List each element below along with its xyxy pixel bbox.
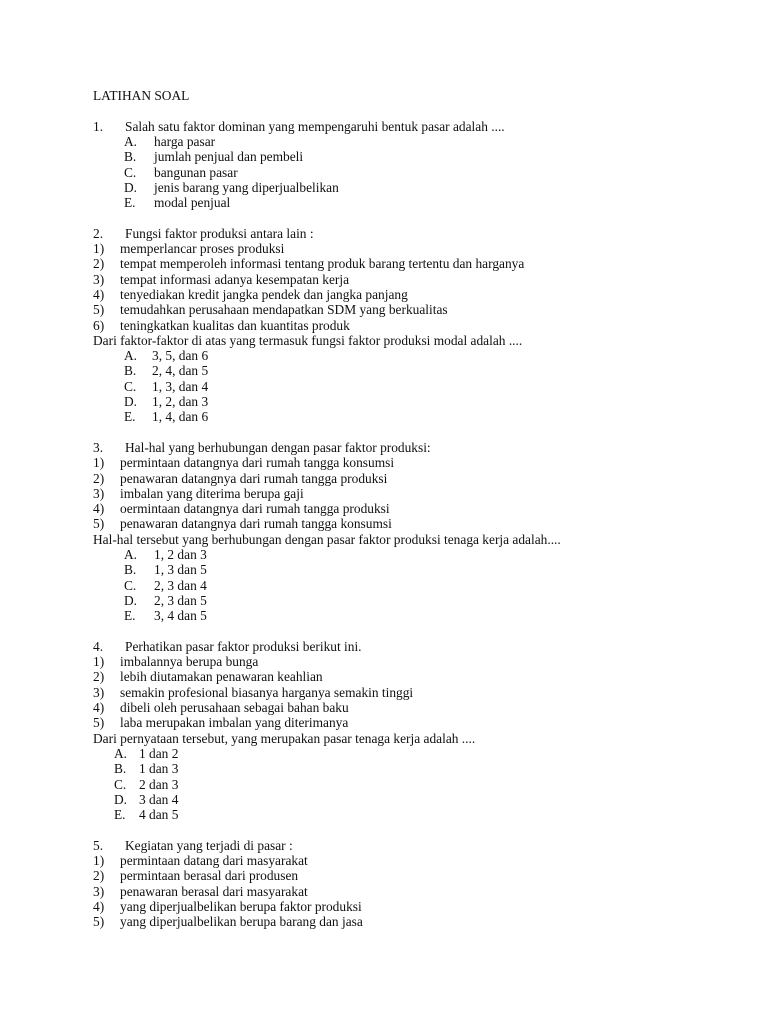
statement-number: 4) — [93, 898, 105, 914]
statement-number: 5) — [93, 914, 105, 930]
option-letter: B. — [114, 761, 127, 777]
option-letter: A. — [124, 348, 138, 364]
statement-number: 2) — [93, 669, 105, 685]
option-letter: D. — [114, 791, 128, 807]
statement-text: memperlancar proses produksi — [120, 241, 285, 256]
option-letter: E. — [124, 409, 136, 425]
question-number: 3. — [93, 439, 104, 455]
question-text: Hal-hal yang berhubungan dengan pasar faktor produksi: — [125, 439, 431, 455]
option-text: harga pasar — [154, 133, 216, 149]
option-letter: A. — [114, 745, 128, 761]
statement-text: penawaran datangnya dari rumah tangga produksi — [120, 470, 388, 486]
statement-text: oermintaan datangnya dari rumah tangga produksi — [120, 501, 390, 517]
statement-text: tenyediakan kredit jangka pendek dan jangka panjang — [120, 286, 408, 302]
option-text: 3 dan 4 — [139, 791, 179, 807]
statement-text: tempat memperoleh informasi tentang produk barang tertentu dan harganya — [120, 256, 525, 272]
statement-number: 2) — [93, 256, 105, 272]
option-letter: E. — [124, 195, 136, 211]
statement-text: yang diperjualbelikan berupa faktor produksi — [120, 898, 362, 914]
statement-number: 4) — [93, 700, 105, 715]
question-number: 4. — [93, 638, 104, 654]
statement-text: laba merupakan imbalan yang diterimanya — [120, 715, 349, 731]
question-number: 5. — [93, 837, 104, 853]
option-text: jumlah penjual dan pembeli — [154, 149, 304, 165]
statement-number: 4) — [93, 501, 105, 517]
statement-text: dibeli oleh perusahaan sebagai bahan baku — [120, 700, 349, 715]
statement-number: 5) — [93, 715, 105, 731]
statement-text: penawaran datangnya dari rumah tangga konsumsi — [120, 516, 392, 532]
option-letter: C. — [124, 164, 137, 180]
option-text: 2, 3 dan 4 — [154, 577, 207, 593]
option-text: 1, 4, dan 6 — [152, 409, 209, 425]
statement-text: lebih diutamakan penawaran keahlian — [120, 669, 323, 685]
option-text: 1, 3 dan 5 — [154, 562, 207, 578]
option-letter: C. — [124, 378, 137, 394]
option-letter: A. — [124, 133, 138, 149]
option-text: 1, 3, dan 4 — [152, 378, 209, 394]
statement-text: permintaan datang dari masyarakat — [120, 853, 308, 868]
option-letter: A. — [124, 547, 138, 562]
question-number: 1. — [93, 118, 104, 134]
statement-text: temudahkan perusahaan mendapatkan SDM yang berkualitas — [120, 302, 448, 318]
page-title: LATIHAN SOAL — [93, 88, 190, 103]
statement-number: 4) — [93, 286, 105, 302]
question-prompt: Hal-hal tersebut yang berhubungan dengan pasar faktor produksi tenaga kerja adalah.... — [93, 531, 561, 547]
option-text: 1 dan 3 — [139, 761, 179, 777]
statement-number: 5) — [93, 302, 105, 318]
statement-text: tempat informasi adanya kesempatan kerja — [120, 271, 350, 287]
option-text: 2 dan 3 — [139, 776, 179, 792]
option-text: 2, 3 dan 5 — [154, 592, 207, 608]
option-letter: E. — [114, 807, 126, 823]
question-text: Kegiatan yang terjadi di pasar : — [125, 837, 293, 853]
option-letter: D. — [124, 179, 138, 195]
option-text: 1, 2 dan 3 — [154, 547, 207, 562]
statement-text: teningkatkan kualitas dan kuantitas produk — [120, 317, 350, 333]
option-text: bangunan pasar — [154, 164, 238, 180]
statement-number: 3) — [93, 883, 105, 899]
question-text: Perhatikan pasar faktor produksi berikut ini. — [125, 638, 362, 654]
option-letter: B. — [124, 562, 137, 578]
option-text: 4 dan 5 — [139, 807, 179, 823]
option-text: 3, 4 dan 5 — [154, 608, 207, 624]
question-prompt: Dari pernyataan tersebut, yang merupakan pasar tenaga kerja adalah .... — [93, 730, 476, 746]
statement-number: 1) — [93, 654, 105, 670]
option-letter: E. — [124, 608, 136, 624]
option-letter: B. — [124, 149, 137, 165]
option-letter: B. — [124, 363, 137, 379]
statement-text: imbalannya berupa bunga — [120, 654, 259, 670]
question-prompt: Dari faktor-faktor di atas yang termasuk fungsi faktor produksi modal adalah .... — [93, 332, 523, 348]
statement-text: permintaan berasal dari produsen — [120, 868, 299, 884]
statement-number: 3) — [93, 485, 105, 501]
statement-number: 3) — [93, 684, 105, 700]
question-text: Fungsi faktor produksi antara lain : — [125, 225, 314, 241]
statement-number: 1) — [93, 853, 105, 868]
option-text: modal penjual — [154, 195, 231, 211]
statement-text: imbalan yang diterima berupa gaji — [120, 485, 304, 501]
option-text: 1, 2, dan 3 — [152, 394, 209, 409]
statement-text: yang diperjualbelikan berupa barang dan jasa — [120, 914, 363, 930]
statement-number: 2) — [93, 868, 105, 884]
statement-number: 5) — [93, 516, 105, 532]
statement-text: semakin profesional biasanya harganya semakin tinggi — [120, 684, 414, 700]
option-text: jenis barang yang diperjualbelikan — [154, 179, 339, 195]
statement-number: 1) — [93, 455, 105, 471]
option-text: 2, 4, dan 5 — [152, 363, 209, 379]
option-text: 3, 5, dan 6 — [152, 348, 209, 364]
statement-number: 2) — [93, 470, 105, 486]
question-number: 2. — [93, 225, 104, 241]
statement-number: 1) — [93, 241, 105, 256]
statement-text: penawaran berasal dari masyarakat — [120, 883, 308, 899]
statement-number: 3) — [93, 271, 105, 287]
option-text: 1 dan 2 — [139, 745, 179, 761]
option-letter: C. — [124, 577, 137, 593]
statement-number: 6) — [93, 317, 105, 333]
option-letter: D. — [124, 394, 138, 409]
statement-text: permintaan datangnya dari rumah tangga konsumsi — [120, 455, 395, 471]
option-letter: D. — [124, 592, 138, 608]
question-text: Salah satu faktor dominan yang mempengaruhi bentuk pasar adalah .... — [125, 118, 505, 134]
option-letter: C. — [114, 776, 127, 792]
